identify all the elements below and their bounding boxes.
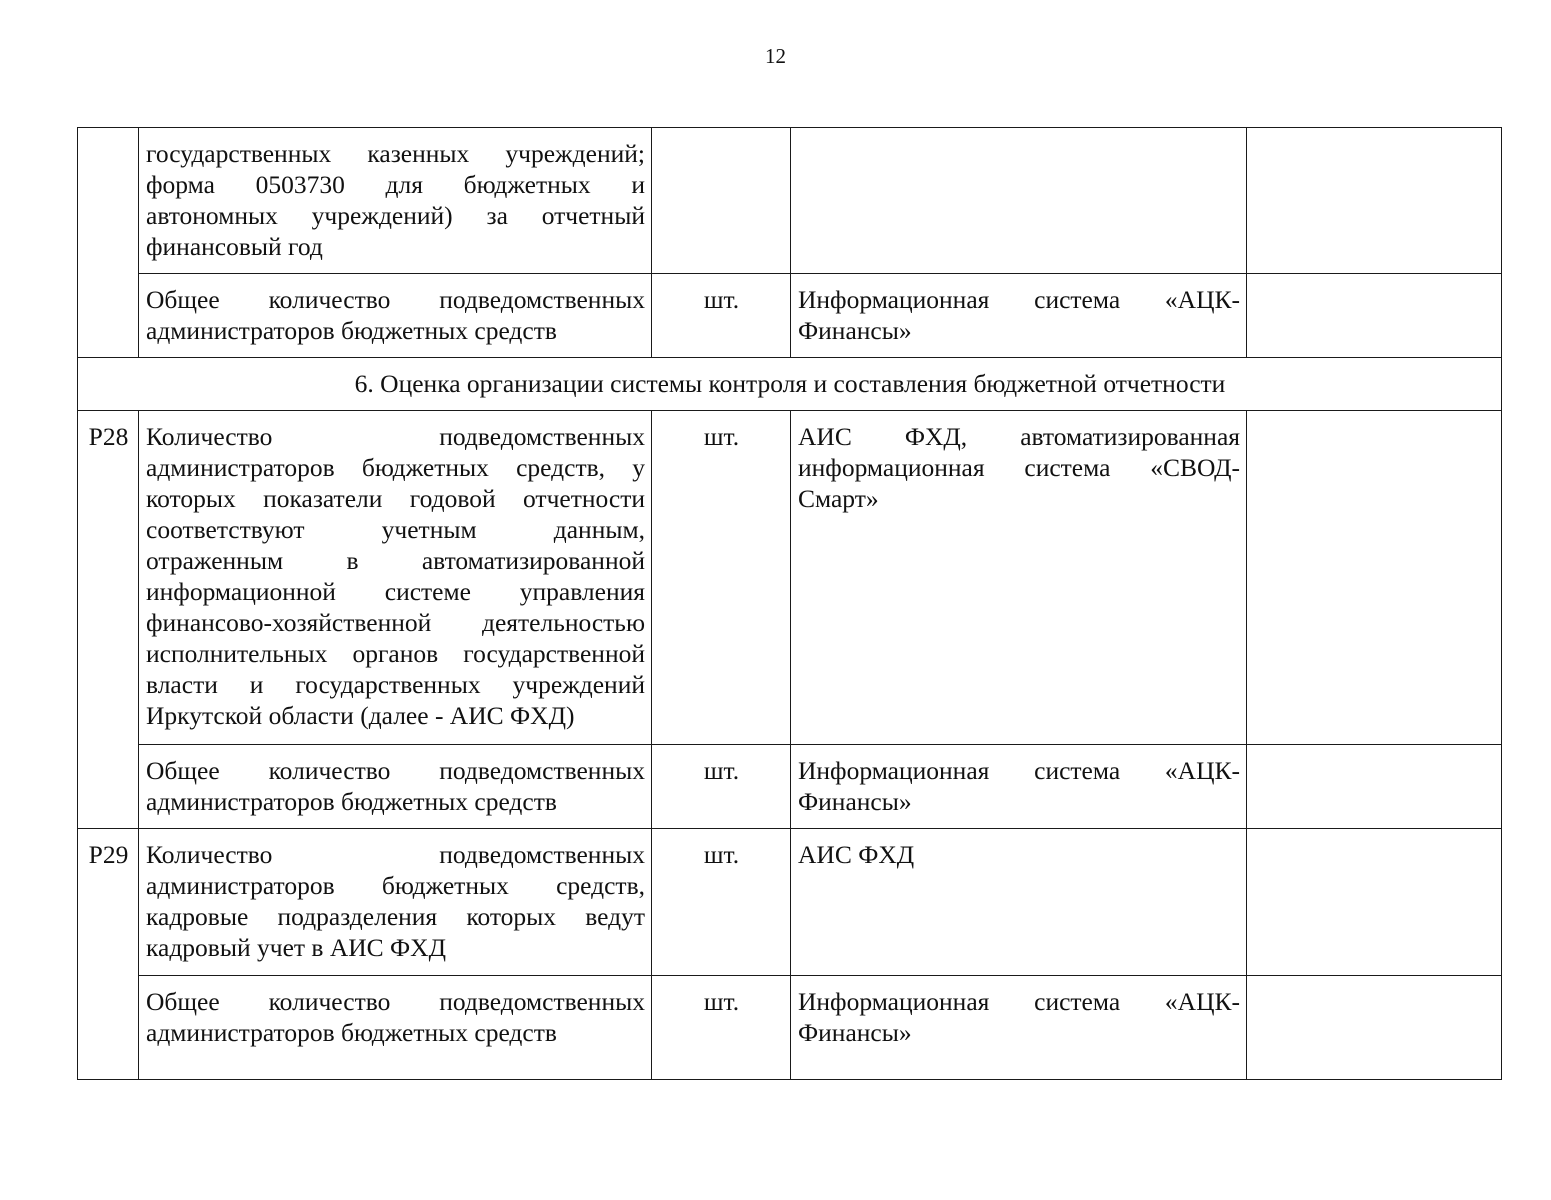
indicator-description: Общее количество подведомственных администраторов бюджетных средств [139, 976, 652, 1080]
indicator-description: Общее количество подведомственных администраторов бюджетных средств [139, 745, 652, 829]
section-row [78, 358, 1502, 411]
indicator-code [78, 128, 139, 358]
table-row [78, 274, 1502, 358]
indicator-note [1247, 976, 1502, 1080]
indicator-unit: шт. [652, 976, 791, 1080]
indicator-unit [652, 128, 791, 274]
indicator-description: Количество подведомственных администраторов бюджетных средств, кадровые подразделения которых ведут кадровый учет в АИС ФХД [139, 829, 652, 976]
indicator-unit: шт. [652, 274, 791, 358]
indicator-source: АИС ФХД [791, 829, 1247, 976]
indicator-code: Р28 [78, 411, 139, 829]
indicator-note [1247, 829, 1502, 976]
indicator-description: Количество подведомственных администраторов бюджетных средств, у которых показатели годовой отчетности соответствуют учетным данным, отраженным в автоматизированной информационной системе управления финансово-хозяйственной деятельностью исполнительных органов государственной власти и государственных учреждений Иркутской области (далее - АИС ФХД) [139, 411, 652, 745]
indicator-description: государственных казенных учреждений; форма 0503730 для бюджетных и автономных учреждений) за отчетный финансовый год [139, 128, 652, 274]
table-row [78, 829, 1502, 976]
indicator-unit: шт. [652, 411, 791, 745]
section-title: 6. Оценка организации системы контроля и составления бюджетной отчетности [78, 358, 1502, 411]
indicator-note [1247, 745, 1502, 829]
table-row [78, 976, 1502, 1080]
indicator-source [791, 128, 1247, 274]
indicator-note [1247, 128, 1502, 274]
indicator-note [1247, 411, 1502, 745]
indicator-code: Р29 [78, 829, 139, 1080]
indicator-source: Информационная система «АЦК-Финансы» [791, 976, 1247, 1080]
table-row [78, 745, 1502, 829]
page-number: 12 [765, 44, 786, 68]
table-row [78, 411, 1502, 745]
indicator-description: Общее количество подведомственных администраторов бюджетных средств [139, 274, 652, 358]
indicators-table [77, 127, 1502, 1080]
table-row [78, 128, 1502, 274]
indicator-unit: шт. [652, 829, 791, 976]
indicator-unit: шт. [652, 745, 791, 829]
indicator-source: АИС ФХД, автоматизированная информационная система «СВОД-Смарт» [791, 411, 1247, 745]
indicator-source: Информационная система «АЦК-Финансы» [791, 274, 1247, 358]
indicator-source: Информационная система «АЦК-Финансы» [791, 745, 1247, 829]
indicator-note [1247, 274, 1502, 358]
